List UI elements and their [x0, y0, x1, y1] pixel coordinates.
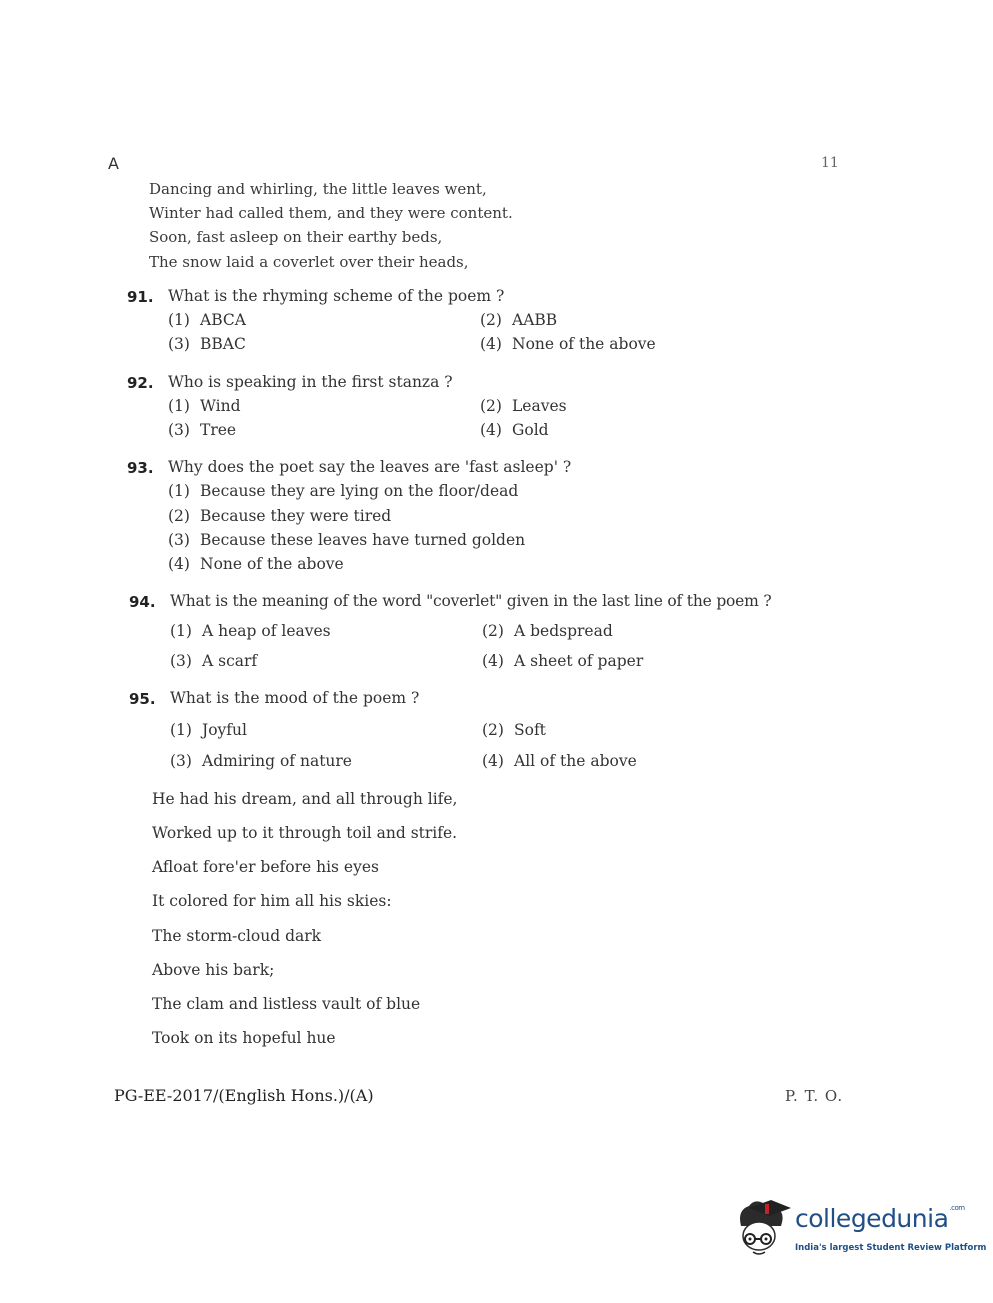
question-text: What is the meaning of the word "coverlet" given in the last line of the poem ?	[170, 592, 772, 610]
option-number: (1)	[168, 311, 190, 329]
question-number: 91.	[127, 288, 154, 306]
poem-line: The snow laid a coverlet over their heads,	[149, 253, 469, 271]
option-3	[168, 531, 525, 549]
option-text: AABB	[512, 311, 558, 329]
poem-line: Winter had called them, and they were content.	[149, 204, 513, 222]
poem-line: Dancing and whirling, the little leaves went,	[149, 180, 487, 198]
option-text: A bedspread	[514, 622, 613, 640]
question-text: What is the mood of the poem ?	[170, 689, 420, 707]
question-text: What is the rhyming scheme of the poem ?	[168, 287, 505, 305]
option-text: None of the above	[512, 335, 656, 353]
option-number: (1)	[168, 482, 190, 500]
option-3	[168, 421, 236, 439]
poem-line: Above his bark;	[152, 961, 275, 979]
option-text: Because these leaves have turned golden	[200, 531, 526, 549]
option-text: Leaves	[512, 397, 567, 415]
question-number: 93.	[127, 459, 154, 477]
poem-line: It colored for him all his skies:	[152, 892, 392, 910]
option-text: Admiring of nature	[202, 752, 352, 770]
poem-line: Soon, fast asleep on their earthy beds,	[149, 228, 443, 246]
option-number: (4)	[168, 555, 190, 573]
option-number: (2)	[482, 622, 504, 640]
option-4	[482, 652, 643, 670]
option-text: Gold	[512, 421, 549, 439]
option-number: (4)	[480, 335, 502, 353]
poem-line: The storm-cloud dark	[152, 927, 322, 945]
option-number: (2)	[482, 721, 504, 739]
question-number: 94.	[129, 593, 156, 611]
paper-code: PG-EE-2017/(English Hons.)/(A)	[114, 1086, 374, 1105]
option-3	[170, 752, 352, 770]
option-text: ABCA	[200, 311, 246, 329]
option-4	[168, 555, 344, 573]
option-1	[168, 482, 518, 500]
option-2	[482, 721, 546, 739]
option-1	[170, 622, 331, 640]
option-3	[168, 335, 246, 353]
option-number: (3)	[170, 652, 192, 670]
option-text: A scarf	[202, 652, 258, 670]
option-number: (3)	[168, 531, 190, 549]
option-2	[482, 622, 613, 640]
pto-label: P. T. O.	[785, 1087, 844, 1105]
brand-tagline: India's largest Student Review Platform	[795, 1243, 987, 1253]
option-2	[480, 397, 567, 415]
option-4	[482, 752, 637, 770]
option-2	[168, 507, 391, 525]
question-number: 92.	[127, 374, 154, 392]
option-number: (1)	[168, 397, 190, 415]
set-label: A	[108, 154, 119, 173]
option-number: (2)	[480, 397, 502, 415]
brand-name: collegedunia$^{.com}$	[795, 1204, 965, 1233]
option-4	[480, 335, 656, 353]
option-text: Tree	[200, 421, 237, 439]
option-text: A sheet of paper	[514, 652, 644, 670]
option-number: (4)	[482, 752, 504, 770]
page-number: 11	[821, 155, 839, 171]
collegedunia-watermark	[735, 1196, 987, 1266]
option-text: Wind	[200, 397, 241, 415]
question-text: Who is speaking in the first stanza ?	[168, 373, 453, 391]
option-text: None of the above	[200, 555, 344, 573]
option-number: (2)	[168, 507, 190, 525]
option-2	[480, 311, 557, 329]
option-text: BBAC	[200, 335, 246, 353]
option-1	[168, 311, 246, 329]
option-1	[170, 721, 247, 739]
option-text: A heap of leaves	[202, 622, 331, 640]
option-text: Soft	[514, 721, 546, 739]
poem-line: Afloat fore'er before his eyes	[152, 858, 379, 876]
option-number: (3)	[168, 421, 190, 439]
question-text: Why does the poet say the leaves are 'fast asleep' ?	[168, 458, 572, 476]
option-text: Because they are lying on the floor/dead	[200, 482, 519, 500]
option-number: (3)	[168, 335, 190, 353]
option-text: Because they were tired	[200, 507, 392, 525]
option-number: (1)	[170, 622, 192, 640]
option-number: (4)	[482, 652, 504, 670]
option-3	[170, 652, 257, 670]
poem-line: Took on its hopeful hue	[152, 1029, 336, 1047]
question-number: 95.	[129, 690, 156, 708]
option-number: (2)	[480, 311, 502, 329]
poem-line: Worked up to it through toil and strife.	[152, 824, 458, 842]
option-number: (4)	[480, 421, 502, 439]
option-number: (1)	[170, 721, 192, 739]
poem-line: He had his dream, and all through life,	[152, 790, 458, 808]
option-1	[168, 397, 241, 415]
option-text: Joyful	[202, 721, 247, 739]
poem-line: The clam and listless vault of blue	[152, 995, 421, 1013]
option-number: (3)	[170, 752, 192, 770]
option-text: All of the above	[514, 752, 637, 770]
mascot-icon	[735, 1196, 793, 1258]
option-4	[480, 421, 549, 439]
